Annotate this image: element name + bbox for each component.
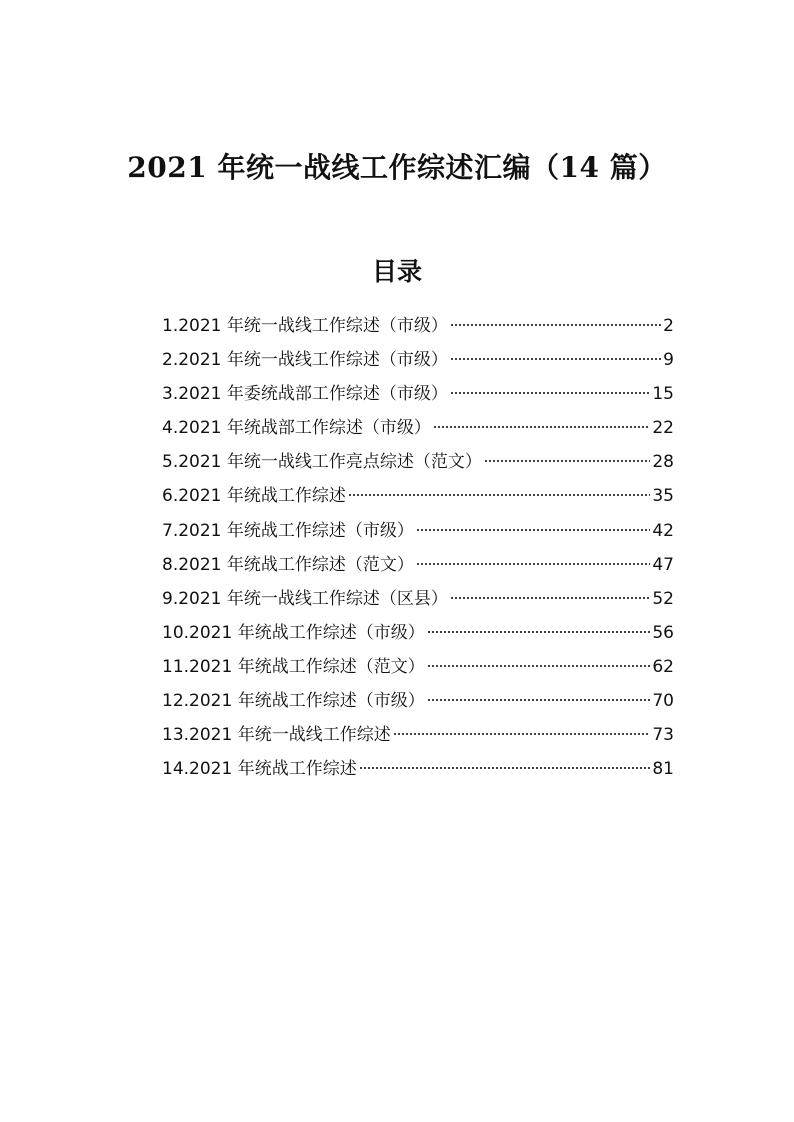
toc-entry-title: 1.2021 年统一战线工作综述（市级） — [162, 316, 448, 336]
toc-page-number: 81 — [652, 759, 674, 780]
dot-leader — [433, 426, 650, 428]
toc-entry-title: 7.2021 年统战工作综述（市级） — [162, 520, 414, 541]
toc-page-number: 42 — [652, 520, 674, 541]
toc-entry-title: 8.2021 年统战工作综述（范文） — [162, 554, 414, 575]
toc-entry-13[interactable] — [162, 718, 674, 752]
table-of-contents — [162, 309, 674, 786]
toc-page-number: 62 — [652, 656, 674, 677]
toc-entry-title: 14.2021 年统战工作综述 — [162, 759, 357, 780]
toc-entry-6[interactable] — [162, 479, 674, 513]
toc-entry-title: 2.2021 年统一战线工作综述（市级） — [162, 350, 448, 371]
toc-page-number: 73 — [652, 725, 674, 746]
dot-leader — [427, 699, 651, 701]
toc-entry-title: 4.2021 年统战部工作综述（市级） — [162, 418, 431, 439]
dot-leader — [416, 529, 650, 531]
dot-leader — [416, 563, 650, 565]
toc-entry-7[interactable] — [162, 514, 674, 548]
dot-leader — [450, 324, 661, 326]
dot-leader — [393, 733, 651, 735]
dot-leader — [359, 767, 651, 769]
toc-entry-title: 11.2021 年统战工作综述（范文） — [162, 656, 425, 677]
toc-entry-title: 6.2021 年统战工作综述 — [162, 486, 346, 507]
toc-page-number: 22 — [652, 418, 674, 439]
toc-page-number: 70 — [652, 691, 674, 712]
dot-leader — [427, 631, 651, 633]
dot-leader — [450, 392, 650, 394]
toc-page-number: 2 — [663, 316, 674, 336]
dot-leader — [348, 494, 650, 496]
toc-entry-title: 5.2021 年统一战线工作亮点综述（范文） — [162, 452, 482, 473]
dot-leader — [484, 460, 650, 462]
toc-entry-3[interactable] — [162, 377, 674, 411]
toc-entry-14[interactable] — [162, 752, 674, 786]
toc-page-number: 35 — [652, 486, 674, 507]
toc-page-number: 47 — [652, 554, 674, 575]
toc-page-number: 52 — [652, 588, 674, 609]
toc-entry-4[interactable] — [162, 411, 674, 445]
toc-page-number: 9 — [663, 350, 674, 371]
toc-entry-10[interactable] — [162, 616, 674, 650]
dot-leader — [450, 597, 650, 599]
toc-entry-5[interactable] — [162, 445, 674, 479]
toc-page-number: 28 — [652, 452, 674, 473]
toc-page-number: 56 — [652, 622, 674, 643]
toc-entry-2[interactable] — [162, 343, 674, 377]
document-title: 2021 年统一战线工作综述汇编（14 篇） — [127, 151, 667, 184]
toc-entry-8[interactable] — [162, 548, 674, 582]
toc-entry-title: 13.2021 年统一战线工作综述 — [162, 725, 391, 746]
toc-heading: 目录 — [371, 257, 422, 286]
toc-page-number: 15 — [652, 384, 674, 405]
toc-entry-11[interactable] — [162, 650, 674, 684]
toc-entry-title: 9.2021 年统一战线工作综述（区县） — [162, 588, 448, 609]
toc-entry-12[interactable] — [162, 684, 674, 718]
toc-entry-9[interactable] — [162, 582, 674, 616]
toc-entry-1[interactable] — [162, 309, 674, 343]
dot-leader — [427, 665, 651, 667]
toc-entry-title: 3.2021 年委统战部工作综述（市级） — [162, 384, 448, 405]
toc-entry-title: 12.2021 年统战工作综述（市级） — [162, 691, 425, 712]
toc-entry-title: 10.2021 年统战工作综述（市级） — [162, 622, 425, 643]
dot-leader — [450, 358, 661, 360]
